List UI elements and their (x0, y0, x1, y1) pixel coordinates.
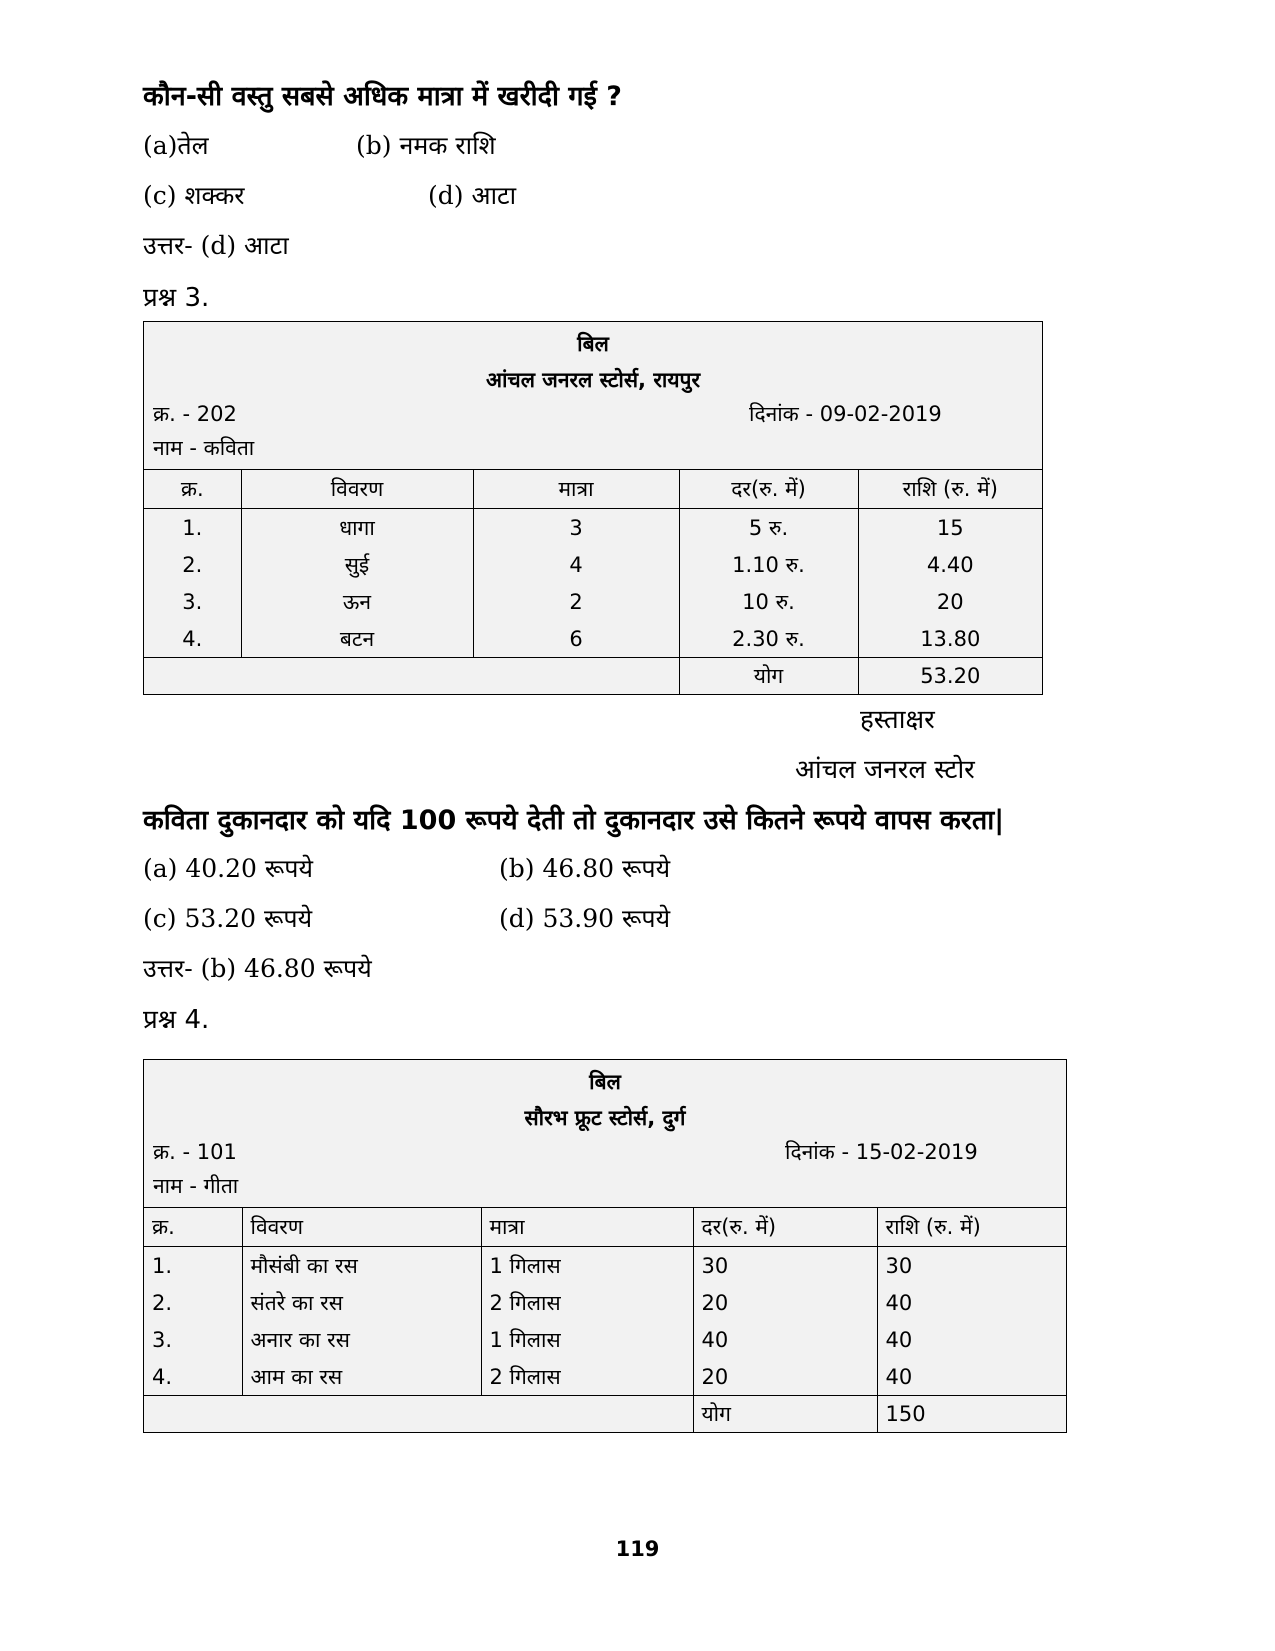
signatory-name: आंचल जनरल स्टोर (795, 755, 975, 785)
question-4-label: प्रश्न 4. (143, 1005, 210, 1035)
bill-q3 (143, 321, 1043, 695)
table-cell: 5 रु. (679, 509, 858, 547)
table-header-row (144, 1208, 1066, 1247)
bill-serial: क्र. - 202 (153, 402, 237, 426)
table-cell: 2. (152, 1290, 173, 1315)
question-3-text: कविता दुकानदार को यदि 100 रूपये देती तो दुकानदार उसे कितने रूपये वापस करता| (143, 805, 1005, 836)
table-row (144, 1284, 1066, 1321)
q3-option-c: (c) 53.20 रूपये (143, 904, 313, 933)
table-cell: धागा (241, 509, 473, 547)
table-cell: 40 (877, 1358, 1066, 1396)
table-cell: 1 गिलास (481, 1247, 693, 1285)
table-cell: 2 गिलास (481, 1358, 693, 1396)
column-header: विवरण (241, 470, 473, 509)
table-cell: 3 (473, 509, 679, 547)
bill-q4 (143, 1059, 1067, 1433)
table-row (144, 583, 1042, 620)
question-2-text: कौन-सी वस्तु सबसे अधिक मात्रा में खरीदी गई ? (143, 81, 622, 112)
bill-date: दिनांक - 15-02-2019 (785, 1140, 978, 1164)
table-cell: 1.10 रु. (679, 546, 858, 583)
bill-serial: क्र. - 101 (153, 1140, 237, 1164)
table-cell: 1. (152, 1253, 173, 1278)
table-row (144, 509, 1042, 547)
table-cell: 30 (693, 1247, 877, 1285)
bill-date: दिनांक - 09-02-2019 (749, 402, 942, 426)
table-cell: 40 (877, 1284, 1066, 1321)
column-header: मात्रा (473, 470, 679, 509)
table-cell: 10 रु. (679, 583, 858, 620)
table-cell: 20 (693, 1284, 877, 1321)
customer-name: नाम - कविता (153, 436, 255, 460)
table-row (144, 546, 1042, 583)
table-cell: संतरे का रस (242, 1284, 481, 1321)
q3-answer: उत्तर- (b) 46.80 रूपये (143, 954, 372, 983)
table-cell: 2. (182, 552, 203, 577)
q2-option-c: (c) शक्कर (143, 181, 245, 210)
q3-option-b: (b) 46.80 रूपये (499, 854, 671, 883)
table-cell: 40 (877, 1321, 1066, 1358)
table-cell: 2 (473, 583, 679, 620)
q2-option-b: (b) नमक राशि (356, 131, 496, 160)
table-cell: अनार का रस (242, 1321, 481, 1358)
bill-items-table (144, 1207, 1066, 1432)
table-cell: 4. (182, 626, 203, 651)
table-cell: 1 गिलास (481, 1321, 693, 1358)
table-cell: आम का रस (242, 1358, 481, 1396)
store-name: सौरभ फ्रूट स्टोर्स, दुर्ग (524, 1106, 686, 1130)
table-cell: 2.30 रु. (679, 620, 858, 658)
column-header: दर(रु. में) (693, 1208, 877, 1247)
table-cell: 6 (473, 620, 679, 658)
signature-label: हस्ताक्षर (860, 705, 935, 735)
column-header: क्र. (144, 470, 241, 509)
table-cell: 40 (693, 1321, 877, 1358)
bill-title: बिल (577, 332, 609, 356)
bill-items-table (144, 469, 1042, 694)
question-3-label: प्रश्न 3. (143, 283, 210, 313)
table-cell: मौसंबी का रस (242, 1247, 481, 1285)
table-row (144, 1247, 1066, 1285)
total-row (144, 658, 1042, 695)
store-name: आंचल जनरल स्टोर्स, रायपुर (485, 368, 701, 392)
total-value: 53.20 (858, 658, 1042, 695)
table-header-row (144, 470, 1042, 509)
table-cell: 1. (182, 515, 203, 540)
table-row (144, 1321, 1066, 1358)
table-cell: 4. (152, 1364, 173, 1389)
table-cell: 30 (877, 1247, 1066, 1285)
table-row (144, 620, 1042, 658)
q2-option-a: (a)तेल (143, 131, 209, 160)
page-number: 119 (615, 1537, 660, 1561)
total-value: 150 (877, 1396, 1066, 1433)
bill-title: बिल (589, 1070, 621, 1094)
table-cell: 3. (152, 1327, 173, 1352)
table-cell: बटन (241, 620, 473, 658)
table-cell: ऊन (241, 583, 473, 620)
total-label: योग (679, 658, 858, 695)
table-cell: 3. (182, 589, 203, 614)
total-blank-cell (144, 658, 679, 695)
q3-option-a: (a) 40.20 रूपये (143, 854, 314, 883)
column-header: विवरण (242, 1208, 481, 1247)
table-row (144, 1358, 1066, 1396)
q2-option-d: (d) आटा (428, 181, 517, 210)
table-cell: 20 (858, 583, 1042, 620)
table-cell: सुई (241, 546, 473, 583)
table-cell: 4 (473, 546, 679, 583)
total-label: योग (693, 1396, 877, 1433)
q2-answer: उत्तर- (d) आटा (143, 231, 289, 260)
total-row (144, 1396, 1066, 1433)
table-cell: 4.40 (858, 546, 1042, 583)
column-header: दर(रु. में) (679, 470, 858, 509)
q3-option-d: (d) 53.90 रूपये (499, 904, 671, 933)
table-cell: 2 गिलास (481, 1284, 693, 1321)
column-header: राशि (रु. में) (877, 1208, 1066, 1247)
table-cell: 15 (858, 509, 1042, 547)
column-header: क्र. (144, 1208, 242, 1247)
column-header: राशि (रु. में) (858, 470, 1042, 509)
column-header: मात्रा (481, 1208, 693, 1247)
customer-name: नाम - गीता (153, 1174, 239, 1198)
table-cell: 13.80 (858, 620, 1042, 658)
total-blank-cell (144, 1396, 693, 1433)
table-cell: 20 (693, 1358, 877, 1396)
